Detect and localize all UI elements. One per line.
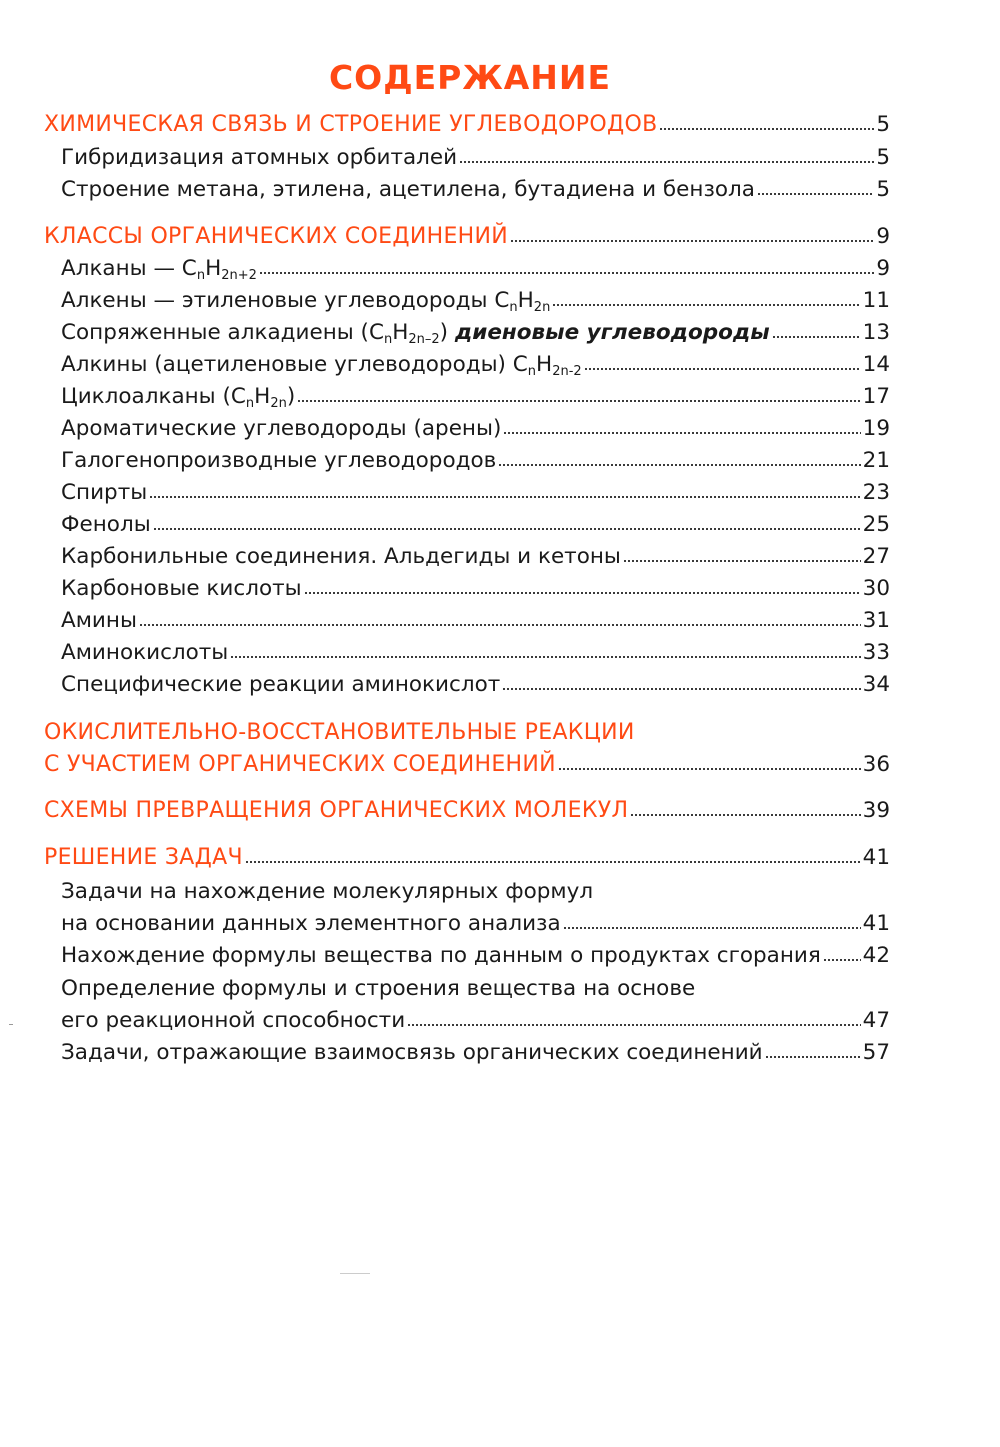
dot-leader <box>772 333 861 339</box>
toc-page-number: 31 <box>862 608 890 633</box>
toc-item-amines[interactable] <box>61 608 890 640</box>
toc-label: Строение метана, этилена, ацетилена, бутадиена и бензола <box>61 177 755 202</box>
dot-leader <box>503 429 860 435</box>
toc-page-number: 17 <box>862 384 890 409</box>
toc-page-number: 5 <box>876 177 890 202</box>
toc-label: С УЧАСТИЕМ ОРГАНИЧЕСКИХ СОЕДИНЕНИЙ <box>44 752 556 777</box>
dot-leader <box>297 397 860 403</box>
toc-item-halogen-derivatives[interactable] <box>61 448 890 480</box>
toc-label: Амины <box>61 608 137 633</box>
toc-section-schemes[interactable] <box>44 798 890 830</box>
toc-item-alkenes[interactable] <box>61 288 890 320</box>
toc-item-alkanes[interactable] <box>61 256 890 288</box>
toc-item-carboxylic-acids[interactable] <box>61 576 890 608</box>
toc-label: Карбоновые кислоты <box>61 576 302 601</box>
dot-leader <box>558 765 861 771</box>
dot-leader <box>757 190 874 196</box>
toc-page-number: 23 <box>862 480 890 505</box>
bold-italic-term: диеновые углеводороды <box>454 320 770 345</box>
toc-page-number: 41 <box>862 911 890 936</box>
dot-leader <box>259 269 874 275</box>
toc-label: Алкены — этиленовые углеводороды $C_nH_{2n}$ <box>61 288 551 315</box>
toc-item-arenes[interactable] <box>61 416 890 448</box>
dot-leader <box>765 1053 861 1059</box>
toc-item-alkadienes[interactable] <box>61 320 890 352</box>
toc-page-number: 39 <box>862 798 890 823</box>
toc-label: Специфические реакции аминокислот <box>61 672 501 697</box>
dot-leader <box>245 858 861 864</box>
dot-leader <box>510 237 874 243</box>
toc-section-classes[interactable] <box>44 224 890 256</box>
toc-item-alcohols[interactable] <box>61 480 890 512</box>
dot-leader <box>623 557 861 563</box>
toc-label: КЛАССЫ ОРГАНИЧЕСКИХ СОЕДИНЕНИЙ <box>44 224 508 249</box>
toc-label: Ароматические углеводороды (арены) <box>61 416 502 441</box>
toc-label: Карбонильные соединения. Альдегиды и кетоны <box>61 544 621 569</box>
toc-item-phenols[interactable] <box>61 512 890 544</box>
toc-item-carbonyls[interactable] <box>61 544 890 576</box>
toc-page-number: 42 <box>862 943 890 968</box>
toc-label: Сопряженные алкадиены $(C_nH_{2n-2})$ диеновые углеводороды <box>61 320 770 347</box>
dot-leader <box>153 525 861 531</box>
toc-page-number: 25 <box>862 512 890 537</box>
dot-leader <box>823 956 861 962</box>
toc-page-number: 41 <box>862 845 890 870</box>
toc-item-amino-acids[interactable] <box>61 640 890 672</box>
toc-label: Спирты <box>61 480 148 505</box>
toc-label: Нахождение формулы вещества по данным о продуктах сгорания <box>61 943 821 968</box>
toc-section-chemical-bond[interactable] <box>44 112 890 144</box>
toc-page-number: 36 <box>862 752 890 777</box>
toc-label: Циклоалканы $(C_nH_{2n})$ <box>61 384 296 411</box>
toc-page-number: 47 <box>862 1008 890 1033</box>
dot-leader <box>407 1021 860 1027</box>
toc-item-reactivity[interactable] <box>61 1008 890 1040</box>
toc-item-interrelation[interactable] <box>61 1040 890 1072</box>
toc-page-number: 33 <box>862 640 890 665</box>
toc-item-combustion[interactable] <box>61 943 890 975</box>
toc-item-reactivity-line1: Определение формулы и строения вещества на основе <box>61 976 696 1001</box>
toc-item-structure[interactable] <box>61 177 890 209</box>
toc-label: Гибридизация атомных орбиталей <box>61 145 458 170</box>
dot-leader <box>139 621 861 627</box>
toc-page-number: 9 <box>876 224 890 249</box>
toc-section-redox[interactable] <box>44 752 890 784</box>
toc-page-number: 30 <box>862 576 890 601</box>
toc-section-redox-line1: ОКИСЛИТЕЛЬНО-ВОССТАНОВИТЕЛЬНЫЕ РЕАКЦИИ <box>44 720 635 745</box>
toc-item-cycloalkanes[interactable] <box>61 384 890 416</box>
dot-leader <box>149 493 860 499</box>
toc-label: на основании данных элементного анализа <box>61 911 561 936</box>
toc-page-number: 21 <box>862 448 890 473</box>
toc-label: его реакционной способности <box>61 1008 406 1033</box>
toc-section-problems[interactable] <box>44 845 890 877</box>
dot-leader <box>498 461 860 467</box>
dot-leader <box>563 924 861 930</box>
toc-page-number: 11 <box>862 288 890 313</box>
toc-page-number: 5 <box>876 145 890 170</box>
scan-mark <box>9 1024 13 1025</box>
toc-page-number: 57 <box>862 1040 890 1065</box>
toc-label: РЕШЕНИЕ ЗАДАЧ <box>44 845 243 870</box>
dot-leader <box>584 365 861 371</box>
toc-page-number: 14 <box>862 352 890 377</box>
toc-item-formula-problems[interactable] <box>61 911 890 943</box>
dot-leader <box>552 301 860 307</box>
page-title: СОДЕРЖАНИЕ <box>328 58 612 97</box>
toc-page-number: 5 <box>876 112 890 137</box>
toc-page-number: 27 <box>862 544 890 569</box>
toc-item-formula-problems-line1: Задачи на нахождение молекулярных формул <box>61 879 594 904</box>
toc-label: Алканы — $C_nH_{2n+2}$ <box>61 256 257 283</box>
dot-leader <box>502 685 860 691</box>
toc-label: ХИМИЧЕСКАЯ СВЯЗЬ И СТРОЕНИЕ УГЛЕВОДОРОДОВ <box>44 112 658 137</box>
dot-leader <box>304 589 861 595</box>
toc-label: Галогенопроизводные углеводородов <box>61 448 497 473</box>
toc-label: Фенолы <box>61 512 151 537</box>
toc-item-amino-acid-reactions[interactable] <box>61 672 890 704</box>
toc-label: СХЕМЫ ПРЕВРАЩЕНИЯ ОРГАНИЧЕСКИХ МОЛЕКУЛ <box>44 798 629 823</box>
dot-leader <box>459 158 874 164</box>
dot-leader <box>659 125 874 131</box>
toc-page-number: 9 <box>876 256 890 281</box>
toc-page-number: 19 <box>862 416 890 441</box>
toc-item-hybridization[interactable] <box>61 145 890 177</box>
toc-page-number: 13 <box>862 320 890 345</box>
toc-label: Алкины (ацетиленовые углеводороды) $C_nH_{2n-2}$ <box>61 352 582 379</box>
scan-mark <box>340 1273 370 1274</box>
toc-label: Аминокислоты <box>61 640 229 665</box>
dot-leader <box>630 811 860 817</box>
dot-leader <box>230 653 860 659</box>
toc-label: Задачи, отражающие взаимосвязь органических соединений <box>61 1040 763 1065</box>
toc-item-alkynes[interactable] <box>61 352 890 384</box>
toc-page-number: 34 <box>862 672 890 697</box>
